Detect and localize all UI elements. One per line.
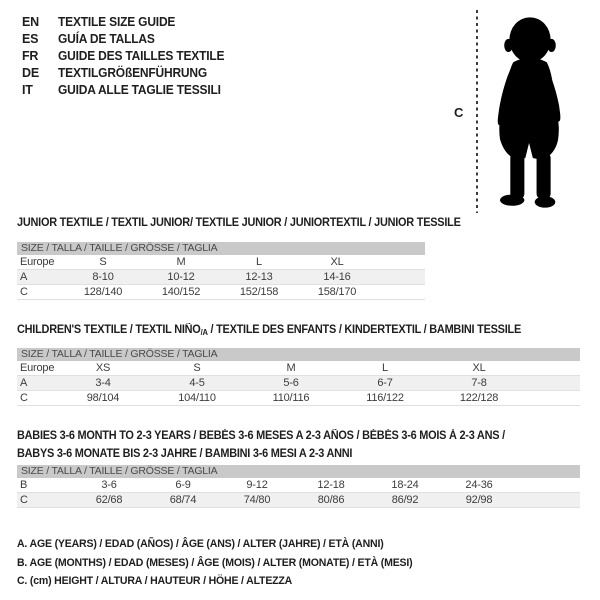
row-label: C	[20, 392, 28, 404]
height-cell: 86/92	[391, 494, 419, 506]
title-line-2: BABYS 3-6 MONATE BIS 2-3 JAHRE / BAMBINI 3-6 MESI A 2-3 ANNI	[17, 448, 353, 460]
title-subscript: /A	[200, 328, 208, 337]
language-title: GUIDE DES TAILLES TEXTILE	[58, 49, 225, 63]
height-cell: 92/98	[465, 494, 493, 506]
language-title: TEXTILE SIZE GUIDE	[58, 15, 176, 29]
table-row-height	[17, 493, 580, 508]
row-label: C	[20, 494, 28, 506]
language-code: ES	[22, 32, 39, 46]
height-cell: 158/170	[317, 286, 357, 298]
age-cell: 5-6	[283, 377, 299, 389]
row-label: A	[20, 271, 28, 283]
height-cell: 62/68	[95, 494, 123, 506]
junior-size-table	[17, 242, 425, 300]
height-cell: 128/140	[83, 286, 123, 298]
row-label: A	[20, 377, 28, 389]
height-cell: 116/122	[366, 392, 404, 404]
age-cell: 6-9	[175, 479, 191, 491]
language-code: EN	[22, 15, 39, 29]
language-row-es	[22, 31, 231, 48]
baby-height-figure	[450, 6, 598, 218]
age-cell: 24-36	[465, 479, 493, 491]
footnote-a: A. AGE (YEARS) / EDAD (AÑOS) / ÂGE (ANS) / ALTER (JAHRE) / ETÀ (ANNI)	[17, 538, 384, 550]
size-table-header: SIZE / TALLA / TAILLE / GRÖSSE / TAGLIA	[17, 348, 580, 361]
size-cell: M	[176, 256, 186, 268]
table-row-height	[17, 391, 580, 406]
table-row-height	[17, 285, 425, 300]
height-cell: 68/74	[169, 494, 197, 506]
height-cell: 98/104	[86, 392, 120, 404]
size-cell: XS	[95, 362, 111, 374]
size-cell: L	[382, 362, 388, 374]
language-title: GUIDA ALLE TAGLIE TESSILI	[58, 83, 221, 97]
title-text: CHILDREN'S TEXTILE / TEXTIL NIÑO	[17, 324, 201, 336]
table-row-age	[17, 270, 425, 285]
junior-section-title: JUNIOR TEXTILE / TEXTIL JUNIOR/ TEXTILE JUNIOR / JUNIORTEXTIL / JUNIOR TESSILE	[17, 217, 461, 229]
size-table-header: SIZE / TALLA / TAILLE / GRÖSSE / TAGLIA	[17, 465, 580, 478]
height-cell: 80/86	[317, 494, 345, 506]
height-cell: 104/110	[178, 392, 216, 404]
age-cell: 18-24	[391, 479, 419, 491]
age-cell: 12-13	[245, 271, 273, 283]
language-row-fr	[22, 48, 231, 65]
age-cell: 10-12	[167, 271, 195, 283]
height-cell: 74/80	[243, 494, 271, 506]
age-cell: 3-6	[101, 479, 117, 491]
age-cell: 12-18	[317, 479, 345, 491]
size-cell: XL	[330, 256, 344, 268]
height-measure-label: C	[454, 105, 464, 120]
language-code: FR	[22, 49, 39, 63]
language-title-list	[22, 14, 231, 99]
size-cell: XL	[472, 362, 486, 374]
footnote-legend	[17, 535, 429, 591]
language-row-it	[22, 82, 231, 99]
language-row-en	[22, 14, 231, 31]
height-cell: 140/152	[161, 286, 201, 298]
row-label: C	[20, 286, 28, 298]
language-code: DE	[22, 66, 39, 80]
age-cell: 7-8	[471, 377, 487, 389]
footnote-b: B. AGE (MONTHS) / EDAD (MESES) / ÂGE (MOIS) / ALTER (MONATE) / ETÀ (MESI)	[17, 556, 413, 569]
size-cell: S	[99, 256, 107, 268]
table-row-age	[17, 376, 580, 391]
language-code: IT	[22, 83, 33, 97]
language-row-de	[22, 65, 231, 82]
row-label: Europe	[20, 256, 55, 268]
age-cell: 6-7	[377, 377, 393, 389]
age-cell: 9-12	[246, 479, 268, 491]
size-cell: S	[193, 362, 201, 374]
age-cell: 14-16	[323, 271, 351, 283]
language-title: GUÍA DE TALLAS	[58, 32, 155, 46]
table-row-europe	[17, 361, 580, 376]
height-measure-dotted-line	[476, 10, 478, 213]
language-title: TEXTILGRÖßENFÜHRUNG	[58, 66, 208, 80]
footnote-c: C. (cm) HEIGHT / ALTURA / HAUTEUR / HÖHE / ALTEZZA	[17, 575, 293, 587]
size-table-header: SIZE / TALLA / TAILLE / GRÖSSE / TAGLIA	[17, 242, 425, 255]
size-cell: L	[256, 256, 262, 268]
height-cell: 122/128	[459, 392, 499, 404]
babies-size-table	[17, 465, 580, 508]
size-cell: M	[286, 362, 296, 374]
babies-section-title	[17, 427, 505, 463]
row-label: Europe	[20, 362, 55, 374]
title-text: / TEXTILE DES ENFANTS / KINDERTEXTIL / BAMBINI TESSILE	[207, 324, 522, 336]
table-row-age-months	[17, 478, 580, 493]
title-line-1: BABIES 3-6 MONTH TO 2-3 YEARS / BEBÉS 3-6 MESES A 2-3 AÑOS / BÉBÉS 3-6 MOIS À 2-3 ANS /	[17, 430, 505, 442]
height-cell: 152/158	[239, 286, 279, 298]
height-cell: 110/116	[272, 392, 310, 404]
children-size-table	[17, 348, 580, 406]
table-row-europe	[17, 255, 425, 270]
baby-silhouette-icon	[485, 10, 575, 214]
row-label: B	[20, 479, 28, 491]
children-section-title	[17, 324, 521, 337]
age-cell: 3-4	[95, 377, 111, 389]
age-cell: 4-5	[189, 377, 205, 389]
age-cell: 8-10	[92, 271, 114, 283]
